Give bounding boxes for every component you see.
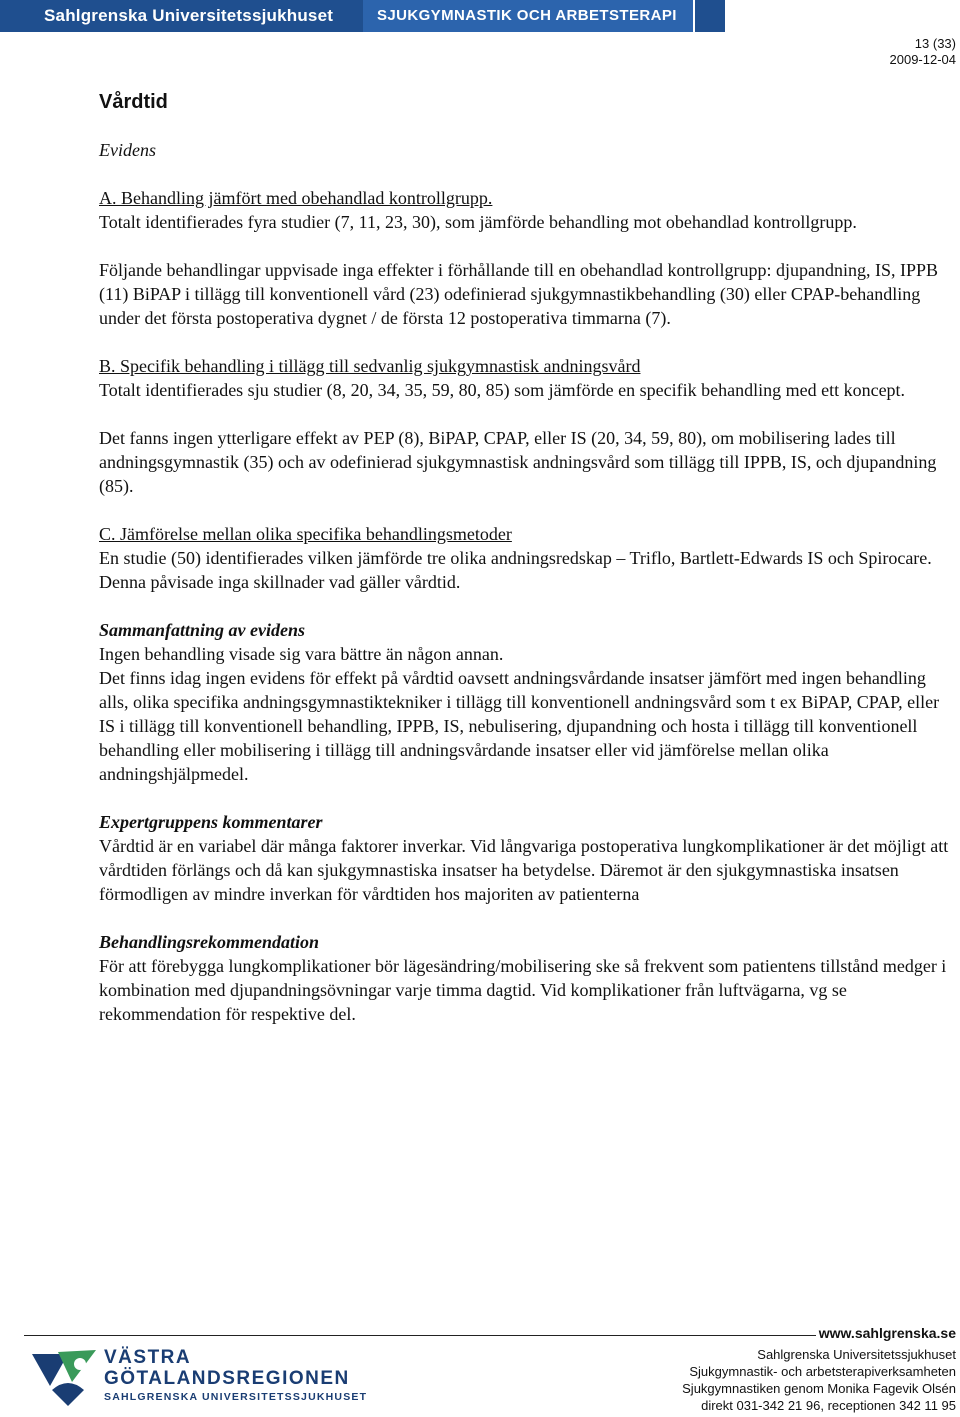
- footer-line-3: Sjukgymnastiken genom Monika Fagevik Olsén: [682, 1381, 956, 1396]
- expert-heading: Expertgruppens kommentarer: [99, 812, 323, 832]
- footer-line-2: Sjukgymnastik- och arbetsterapiverksamheten: [689, 1364, 956, 1379]
- section-b-text: Totalt identifierades sju studier (8, 20, 34, 35, 59, 80, 85) som jämförde en specifik behandling med ett koncept.: [99, 380, 906, 400]
- summary-line-1: Ingen behandling visade sig vara bättre än någon annan.: [99, 644, 504, 664]
- header-accent-block: [695, 0, 725, 32]
- recommendation-heading: Behandlingsrekommendation: [99, 932, 320, 952]
- vgr-emblem-icon: [28, 1346, 100, 1408]
- section-b-paragraph-2: Det fanns ingen ytterligare effekt av PEP (8), BiPAP, CPAP, eller IS (20, 34, 59, 80), om mobilisering lades till andningsgymnastik (35) och av odefinierad sjukgymnastisk andningsvård som tillägg till IPPB, IS, och djupandning (85).: [99, 428, 937, 496]
- footer-line-1: Sahlgrenska Universitetssjukhuset: [757, 1347, 956, 1362]
- vgr-logo-text: [104, 1348, 367, 1404]
- page-title: Vårdtid: [99, 91, 168, 113]
- header-department: SJUKGYMNASTIK OCH ARBETSTERAPI: [363, 0, 693, 32]
- expert-text: Vårdtid är en variabel där många faktorer inverkar. Vid långvariga postoperativa lungkomplikationer är det möjligt att vårdtiden förlängs och då kan sjukgymnastiska insatser ha betydelse. Däremot är den sjukgymnastiska insatsen förmodligen av mindre inverkan för vårdtiden hos majoriten av patienterna: [99, 836, 949, 904]
- section-a-text: Totalt identifierades fyra studier (7, 11, 23, 30), som jämförde behandling mot obehandlad kontrollgrupp.: [99, 212, 857, 232]
- page-date: 2009-12-04: [889, 52, 956, 67]
- vgr-logo: [28, 1346, 378, 1410]
- logo-line-1: VÄSTRA: [104, 1347, 192, 1368]
- header-bar: [0, 0, 960, 32]
- page-meta: [890, 36, 957, 68]
- section-a-paragraph-2: Följande behandlingar uppvisade inga effekter i förhållande till en obehandlad kontrollgrupp: djupandning, IS, IPPB (11) BiPAP i tillägg till konventionell vård (23) odefinierad sjukgymnastikbehandling (30) eller CPAP-behandling under det första postoperativa dygnet / de första 12 postoperativa timmarna (7).: [99, 260, 938, 328]
- footer-contact: [682, 1346, 956, 1414]
- document-body: [99, 88, 949, 1026]
- section-c-text: En studie (50) identifierades vilken jämförde tre olika andningsredskap – Triflo, Bartlett-Edwards IS och Spirocare. Denna påvisade inga skillnader vad gäller vårdtid.: [99, 548, 932, 592]
- footer-line-4: direkt 031-342 21 96, receptionen 342 11 95: [701, 1398, 956, 1413]
- page-number: 13 (33): [914, 36, 956, 51]
- section-b-heading: B. Specifik behandling i tillägg till sedvanlig sjukgymnastisk andningsvård: [99, 356, 641, 376]
- evidens-heading: Evidens: [99, 140, 156, 160]
- logo-line-3: SAHLGRENSKA UNIVERSITETSSJUKHUSET: [104, 1391, 368, 1403]
- recommendation-text: För att förebygga lungkomplikationer bör lägesändring/mobilisering ske så frekvent som patientens tillstånd medger i kombination med djupandningsövningar varje timma dagtid. Vid komplikationer från luftvägarna, vg se rekommendation för respektive del.: [99, 956, 947, 1024]
- summary-line-2: Det finns idag ingen evidens för effekt på vårdtid oavsett andningsvårdande insatser jämfört med ingen behandling alls, olika specifika andningsgymnastiktekniker i tillägg till konventionell andningsvård som t ex BiPAP, CPAP, eller IS i tillägg till konventionell behandling, IPPB, IS, nebulisering, djupandning och hosta i tillägg till konventionell behandling eller mobilisering i tillägg till andningsvårdande insatser eller vid jämförelse mellan olika andningshjälpmedel.: [99, 668, 940, 784]
- section-a-heading: A. Behandling jämfört med obehandlad kontrollgrupp.: [99, 188, 493, 208]
- footer-divider: [24, 1335, 816, 1336]
- footer-website-link[interactable]: www.sahlgrenska.se: [818, 1325, 956, 1341]
- logo-line-2: GÖTALANDSREGIONEN: [104, 1368, 350, 1389]
- section-c-heading: C. Jämförelse mellan olika specifika behandlingsmetoder: [99, 524, 512, 544]
- summary-heading: Sammanfattning av evidens: [99, 620, 306, 640]
- header-hospital-name: Sahlgrenska Universitetssjukhuset: [0, 0, 363, 32]
